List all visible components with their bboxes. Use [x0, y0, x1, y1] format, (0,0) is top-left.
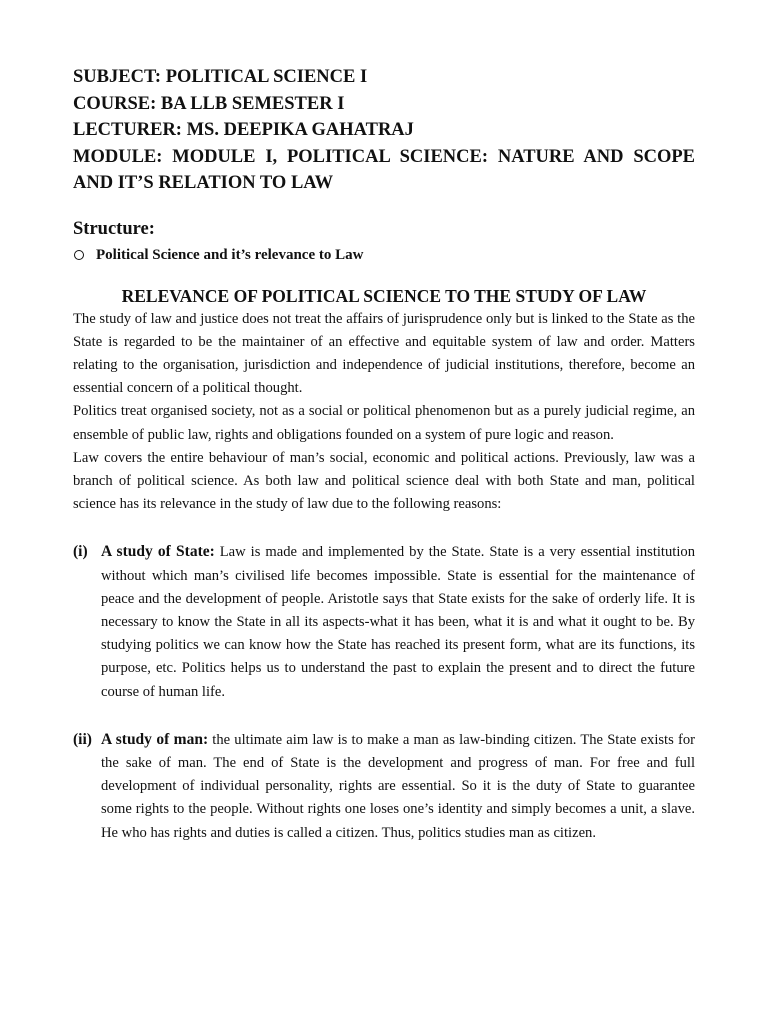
reason-body [101, 540, 695, 703]
reason-title: A study of State: [101, 543, 215, 561]
relevance-section [73, 284, 695, 517]
reason-item [73, 728, 695, 845]
section-heading: RELEVANCE OF POLITICAL SCIENCE TO THE STUDY OF LAW [121, 285, 647, 306]
subject-line: SUBJECT: POLITICAL SCIENCE I [73, 67, 368, 87]
structure-item [73, 244, 695, 266]
paragraph: Politics treat organised society, not as a social or political phenomenon but as a purely judicial regime, an ensemble of public law, rights and obligations founded on a system of pure logic and reason. [73, 403, 695, 443]
circle-bullet-icon [74, 250, 84, 260]
structure-item-label: Political Science and it’s relevance to Law [96, 246, 364, 263]
course-line: COURSE: BA LLB SEMESTER I [73, 93, 345, 114]
document-page [73, 64, 695, 869]
reason-title: A study of man: [101, 730, 209, 748]
reasons-list [73, 540, 695, 844]
structure-list [73, 244, 695, 266]
paragraph: The study of law and justice does not treat the affairs of jurisprudence only but is linked to the State as the State is regarded to be the maintainer of an effective and equitable system of law and order. Matters relating to the organisation, jurisdiction and independence of judicial institutions, therefore, become an essential concern of a political thought. [73, 310, 695, 397]
reason-number: (ii) [73, 730, 92, 748]
reason-text: Law is made and implemented by the State. State is a very essential institution without which man’s civilised life becomes impossible. State is essential for the maintenance of peace and the development of people. Aristotle says that State exists for the sake of orderly life. It is necessary to know the State in all its aspects-what it has been, what it is and what it ought to be. By studying politics we can know how the State has reached its present form, what are its functions, its purpose, etc. Politics helps us to understand the past to explain the present and to direct the future course of human life. [101, 544, 695, 700]
reason-body [101, 728, 695, 845]
structure-title: Structure: [73, 218, 155, 239]
paragraph: Law covers the entire behaviour of man’s social, economic and political actions. Previously, law was a branch of political science. As both law and political science deal with both State and man, political science has its relevance in the study of law due to the following reasons: [73, 449, 695, 513]
reason-text: the ultimate aim law is to make a man as law-binding citizen. The State exists for the sake of man. The end of State is the development and progress of man. For free and full development of individual personality, rights are essential. So it is the duty of State to guarantee some rights to the people. Without rights one loses one’s identity and simply becomes a unit, a slave. He who has rights and duties is called a citizen. Thus, politics studies man as citizen. [101, 731, 695, 841]
lecturer-line: LECTURER: MS. DEEPIKA GAHATRAJ [73, 120, 414, 140]
module-line: MODULE: MODULE I, POLITICAL SCIENCE: NATURE AND SCOPE AND IT’S RELATION TO LAW [73, 146, 695, 193]
document-header [73, 64, 695, 197]
structure-section [73, 217, 695, 266]
reason-item [73, 540, 695, 703]
reason-number: (i) [73, 543, 88, 561]
